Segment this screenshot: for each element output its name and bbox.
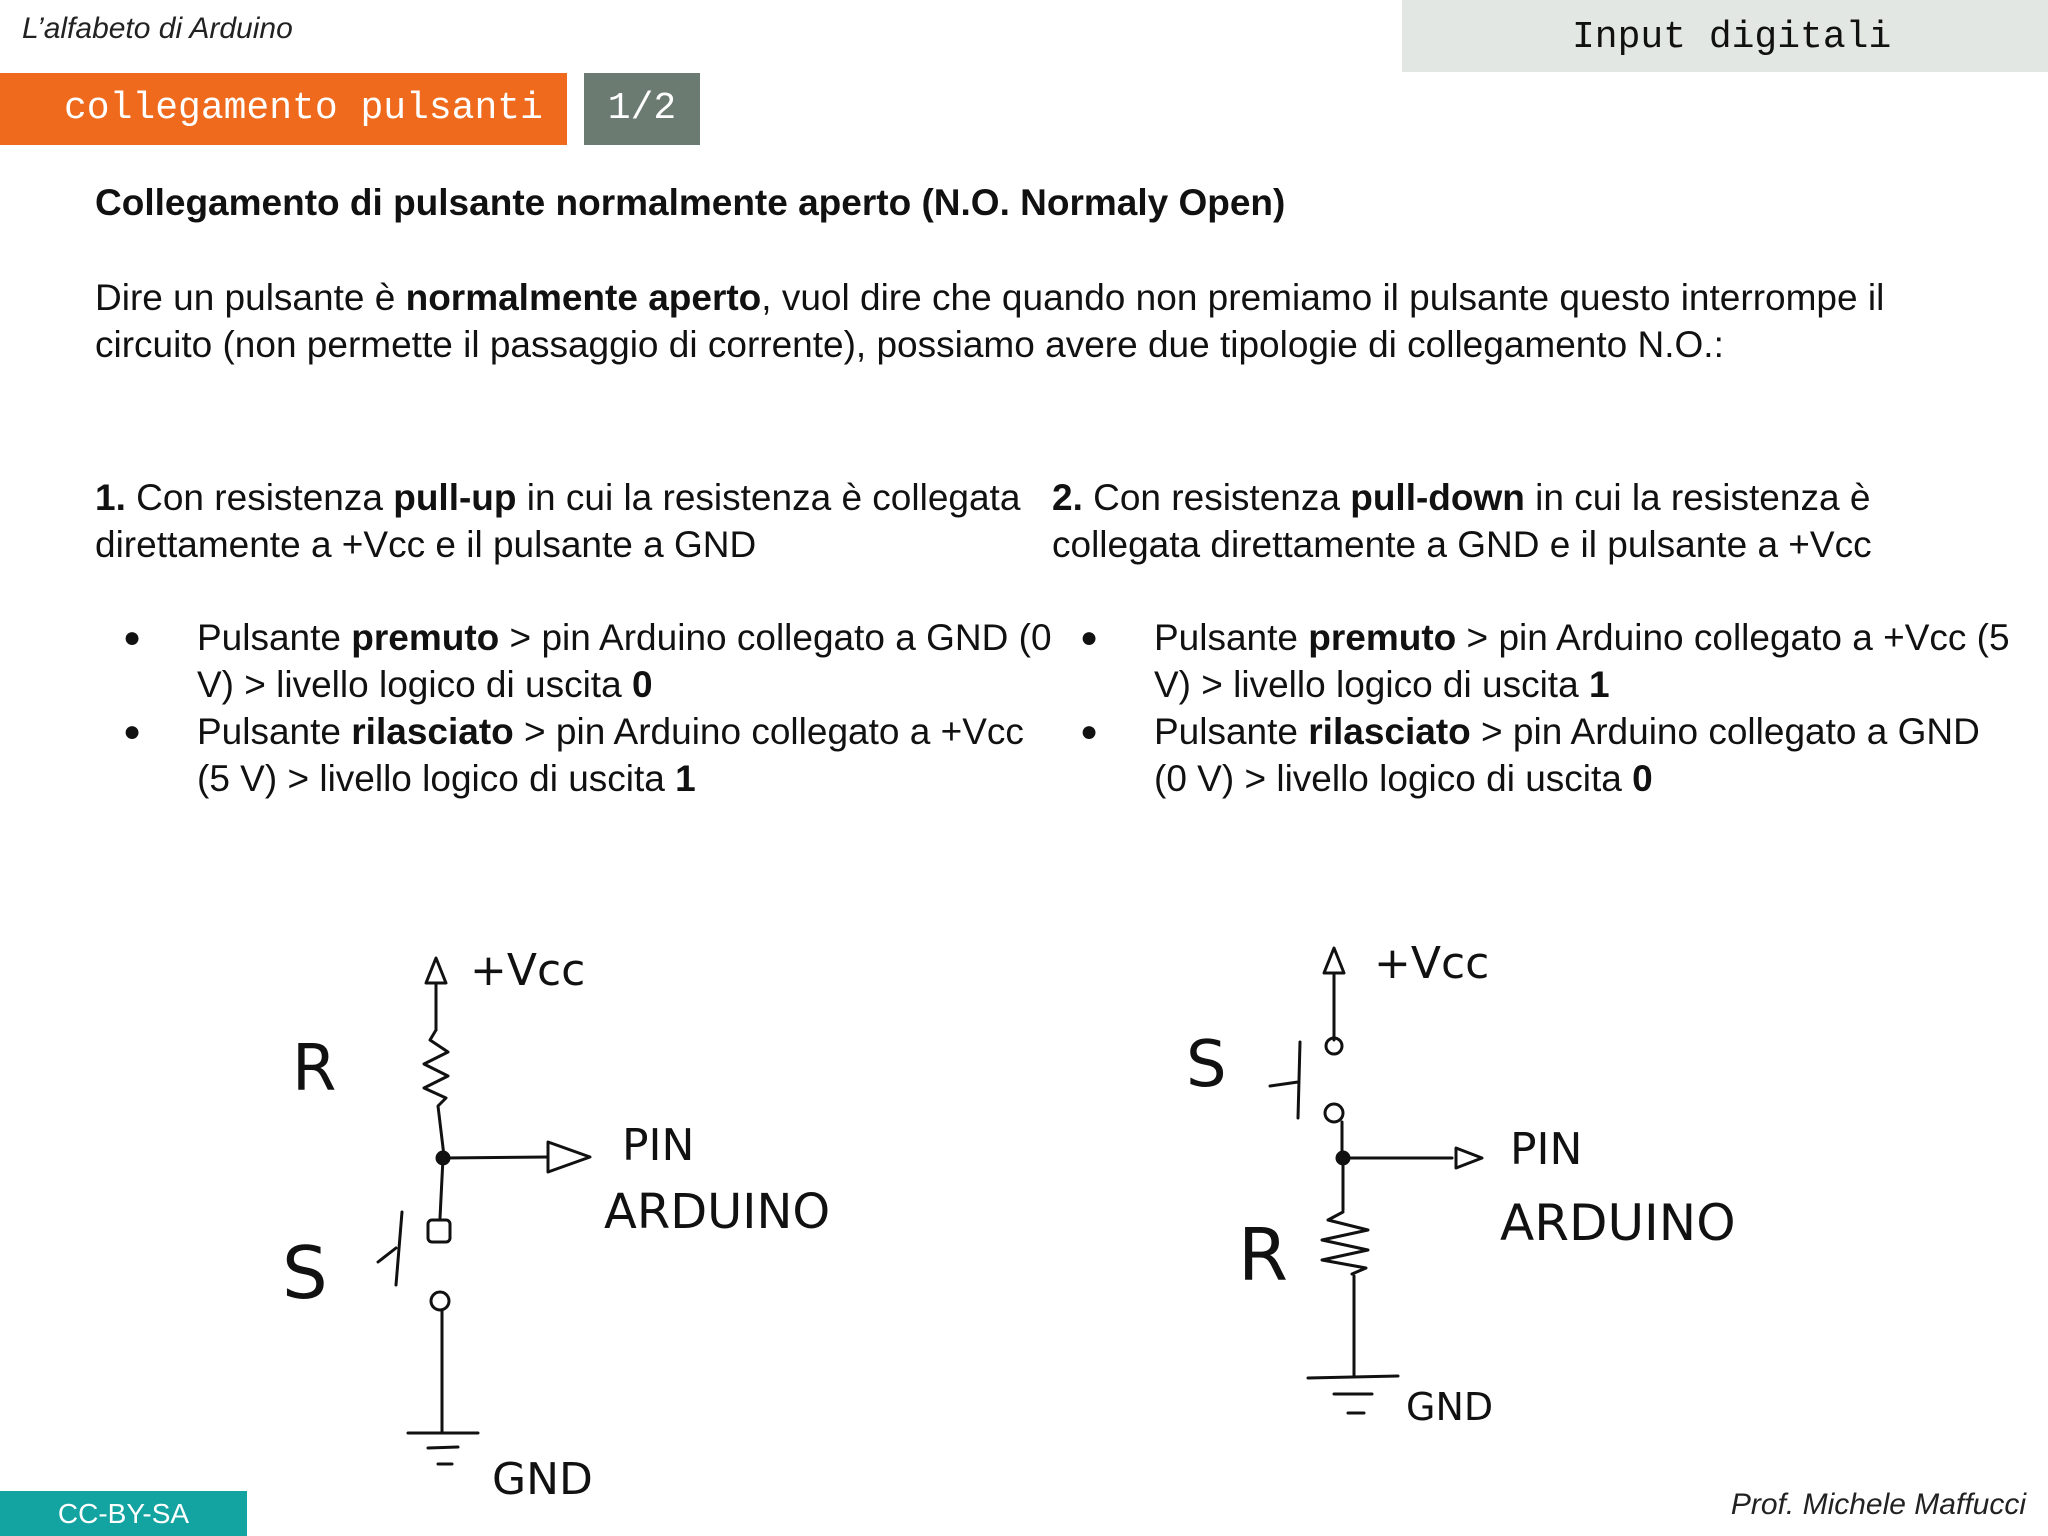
- pull-down-term: pull-down: [1350, 477, 1525, 518]
- switch-bottom-contact: [431, 1292, 449, 1310]
- license-badge: CC-BY-SA: [0, 1491, 247, 1536]
- vcc-label: +Vcc: [470, 945, 586, 996]
- gnd-symbol-icon: [408, 1433, 478, 1464]
- pull-up-number: 1.: [95, 477, 126, 518]
- bullet-bold: premuto: [351, 617, 500, 658]
- course-title: L’alfabeto di Arduino: [22, 12, 293, 45]
- bullet-bold: premuto: [1308, 617, 1457, 658]
- switch-label: S: [282, 1231, 328, 1315]
- intro-text: Dire un pulsante è: [95, 277, 406, 318]
- switch-label: S: [1186, 1028, 1227, 1102]
- arduino-label: ARDUINO: [604, 1184, 831, 1240]
- switch-lever: [1270, 1042, 1300, 1118]
- pull-down-text: Con resistenza: [1082, 477, 1351, 518]
- topic-title: Input digitali: [1572, 16, 1892, 59]
- gnd-label: GND: [492, 1454, 593, 1505]
- bullet-bold: rilasciato: [1308, 711, 1471, 752]
- pull-up-labels: [282, 945, 830, 1505]
- bullet-value: 1: [1588, 664, 1610, 705]
- pull-down-labels: [1186, 938, 1736, 1429]
- resistor-zigzag: [1322, 1212, 1368, 1274]
- pull-down-text-end: in cui la resistenza è collegata direttamente a GND e il pulsante a +Vcc: [1052, 477, 1872, 565]
- bullet-icon: ●: [1080, 621, 1099, 654]
- switch-lever: [378, 1212, 402, 1285]
- pull-up-term: pull-up: [393, 477, 517, 518]
- pull-down-circuit: [1270, 948, 1482, 1413]
- vcc-arrow-icon: [1324, 948, 1344, 1040]
- resistor-label: R: [292, 1032, 337, 1106]
- bullet-value: 1: [675, 758, 696, 799]
- bullet-value: 0: [1632, 758, 1653, 799]
- intro-text-end: , vuol dire che quando non premiamo il pulsante questo interrompe il circuito (non permette il passaggio di corrente), possiamo avere due tipologie di collegamento N.O.:: [95, 277, 1885, 365]
- bullet-text: > pin Arduino collegato a GND (0 V) > livello logico di uscita: [1154, 711, 1980, 799]
- section-tag: collegamento pulsanti: [0, 73, 567, 145]
- bullet-text: > pin Arduino collegato a GND (0 V) > livello logico di uscita: [197, 617, 1052, 705]
- bullet-bold: rilasciato: [351, 711, 514, 752]
- arduino-label: ARDUINO: [1500, 1194, 1736, 1252]
- bullet-text: Pulsante: [1154, 617, 1309, 658]
- pin-arrow-icon: [548, 1142, 590, 1172]
- page-indicator: 1/2: [584, 73, 700, 145]
- bullet-text: Pulsante: [1154, 711, 1309, 752]
- pin-label: PIN: [1510, 1124, 1583, 1175]
- switch-top-contact: [428, 1220, 450, 1242]
- pull-up-circuit: [378, 958, 590, 1464]
- pin-arrow-icon: [1456, 1148, 1482, 1168]
- pull-up-text: Con resistenza: [125, 477, 394, 518]
- pin-label: PIN: [622, 1120, 695, 1171]
- gnd-label: GND: [1406, 1385, 1494, 1429]
- bullet-value: 0: [631, 664, 653, 705]
- vcc-arrow-icon: [426, 958, 446, 1030]
- intro-bold: normalmente aperto: [405, 277, 762, 318]
- bullet-icon: ●: [123, 621, 142, 654]
- bullet-icon: ●: [1080, 715, 1099, 748]
- pull-up-text-end: in cui la resistenza è collegata direttamente a +Vcc e il pulsante a GND: [95, 477, 1021, 565]
- bullet-icon: ●: [123, 715, 142, 748]
- gnd-symbol-icon: [1308, 1376, 1398, 1413]
- pull-down-number: 2.: [1052, 477, 1083, 518]
- slide-heading: Collegamento di pulsante normalmente aperto (N.O. Normaly Open): [95, 182, 1286, 223]
- bullet-text: Pulsante: [197, 711, 352, 752]
- bullet-text: > pin Arduino collegato a +Vcc (5 V) > livello logico di uscita: [1154, 617, 2010, 705]
- bullet-text: Pulsante: [197, 617, 352, 658]
- switch-bottom-contact: [1325, 1104, 1343, 1122]
- resistor-label: R: [1238, 1213, 1289, 1297]
- author-credit: Prof. Michele Maffucci: [1730, 1488, 2026, 1521]
- bullet-text: > pin Arduino collegato a +Vcc (5 V) > livello logico di uscita: [197, 711, 1024, 799]
- switch-wire-top: [440, 1158, 443, 1218]
- vcc-label: +Vcc: [1374, 938, 1490, 989]
- resistor-zigzag: [424, 1030, 448, 1156]
- pin-wire: [443, 1157, 548, 1158]
